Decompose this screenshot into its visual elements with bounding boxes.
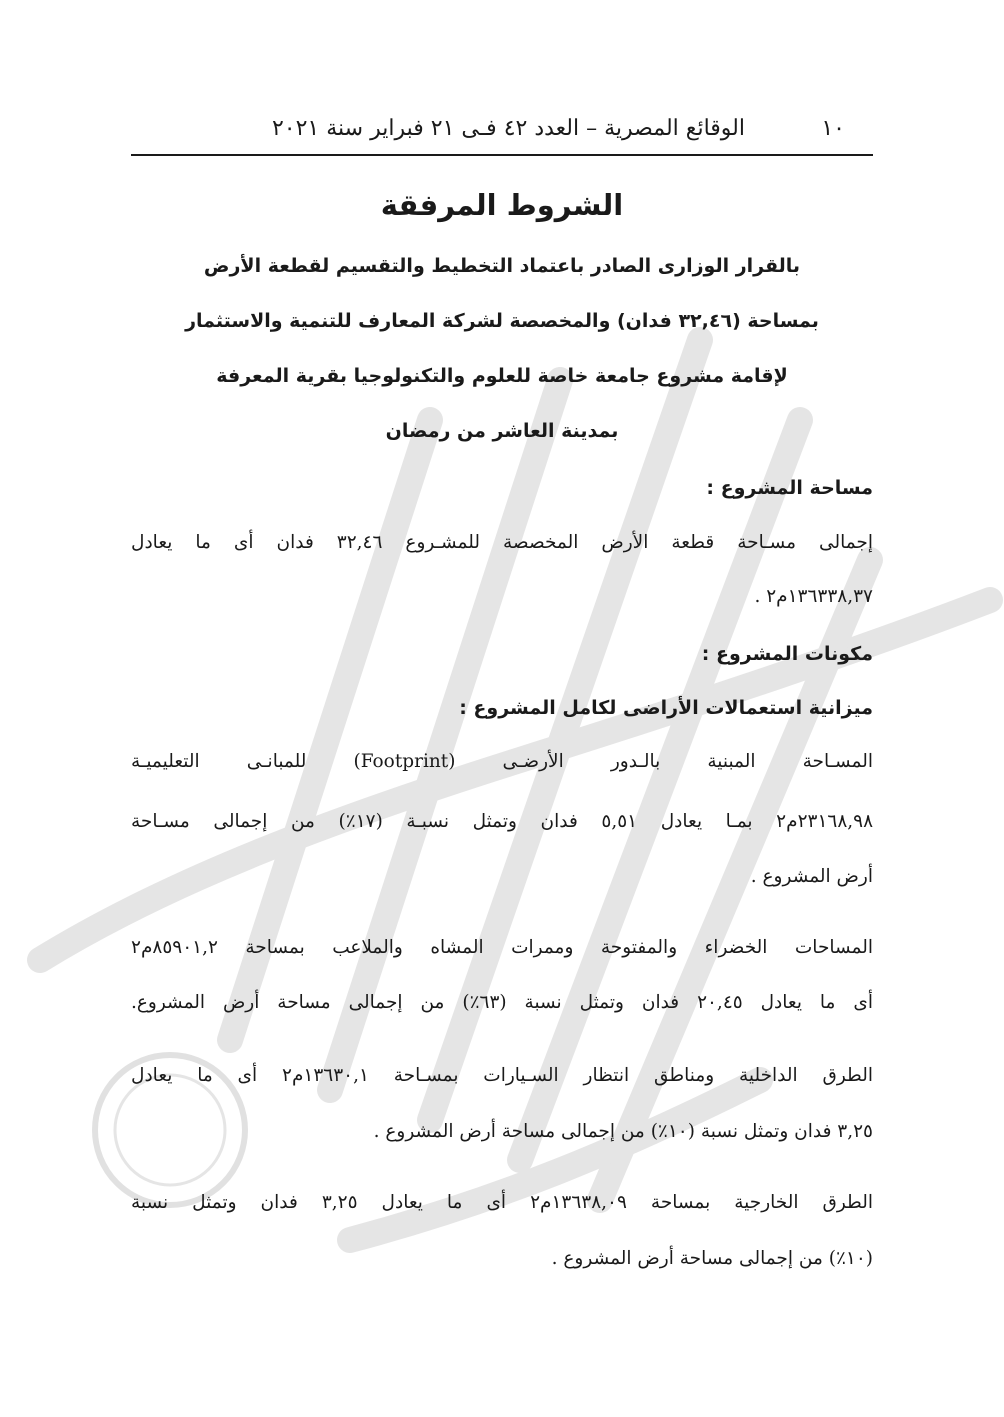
paragraph-line: ٢٣١٦٨,٩٨م٢ بمـا يعادل ٥,٥١ فدان وتمثل نسبـة (١٧٪) من إجمالى مسـاحة [131,811,874,832]
paragraph-line: الطرق الداخلية ومناطق انتظار السـيارات بمسـاحة ١٣٦٣٠,١م٢ أى ما يعادل [131,1065,873,1086]
gazette-issue-line: الوقائع المصرية – العدد ٤٢ فـى ٢١ فبراير سنة ٢٠٢١ [271,116,745,141]
section-heading-land-use: ميزانية استعمالات الأراضى لكامل المشروع : [459,697,873,719]
paragraph-line: الطرق الخارجية بمساحة ١٣٦٣٨,٠٩م٢ أى ما يعادل ٣,٢٥ فدان وتمثل نسبة [131,1192,873,1213]
paragraph-line: ٣,٢٥ فدان وتمثل نسبة (١٠٪) من إجمالى مساحة أرض المشروع . [373,1121,873,1142]
paragraph-line: (١٠٪) من إجمالى مساحة أرض المشروع . [551,1248,873,1269]
page-number: ١٠ [821,116,845,141]
subtitle-line: بمدينة العاشر من رمضان [385,420,619,442]
subtitle-line: بمساحة (٣٢,٤٦ فدان) والمخصصة لشركة المعارف للتنمية والاستثمار [185,310,819,332]
page-title: الشروط المرفقة [380,188,624,222]
paragraph-line: ١٣٦٣٣٨,٣٧م٢ . [754,586,873,607]
subtitle-line: بالقرار الوزارى الصادر باعتماد التخطيط والتقسيم لقطعة الأرض [203,255,801,277]
paragraph-line: المسـاحة المبنية بالـدور الأرضـى (Footprint) للمبانـى التعليميـة [131,751,873,772]
paragraph-line: المساحات الخضراء والمفتوحة وممرات المشاه والملاعب بمساحة ٨٥٩٠١,٢م٢ [131,937,873,958]
paragraph-line: أى ما يعادل ٢٠,٤٥ فدان وتمثل نسبة (٦٣٪) من إجمالى مساحة أرض المشروع. [131,992,873,1013]
paragraph-line: أرض المشروع . [750,866,873,887]
section-heading-project-area: مساحة المشروع : [706,477,873,499]
page-header [131,114,873,156]
paragraph-line: إجمالى مسـاحة قطعة الأرض المخصصة للمشـروع ٣٢,٤٦ فدان أى ما يعادل [131,532,873,553]
subtitle-line: لإقامة مشروع جامعة خاصة للعلوم والتكنولوجيا بقرية المعرفة [216,365,788,387]
section-heading-components: مكونات المشروع : [701,643,873,665]
